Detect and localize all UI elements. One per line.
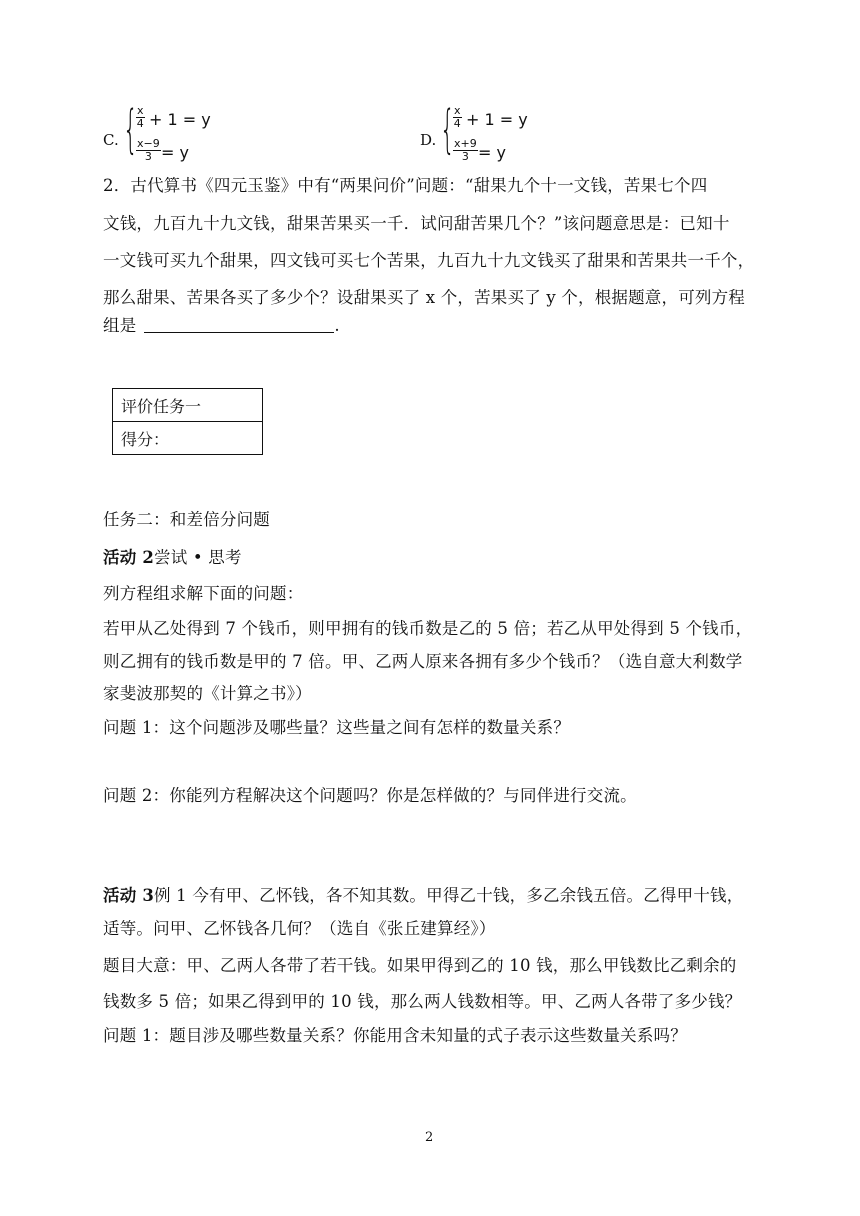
- activity-3-line-2: 适等。问甲、乙怀钱各几何？（选自《张丘建算经》）: [103, 919, 496, 938]
- question-2-line-5: [103, 316, 340, 336]
- option-c-eq1-tail: + 1 = y: [149, 110, 211, 129]
- option-d-eq2-fraction: $\frac{x+9}{3}$: [454, 137, 477, 163]
- activity-2-heading: [103, 548, 242, 568]
- activity-2-line-2: 若甲从乙处得到 7 个钱币，则甲拥有的钱币数是乙的 5 倍；若乙从甲处得到 5 个钱币，: [103, 619, 753, 638]
- table-row: [113, 389, 263, 422]
- question-2-prefix: 组是: [103, 316, 137, 335]
- evaluation-table: [112, 388, 263, 455]
- activity-2-question-2: 问题 2：你能列方程解决这个问题吗？你是怎样做的？与同伴进行交流。: [103, 786, 637, 805]
- option-c-label: C.: [103, 131, 119, 149]
- activity-3-line-4: 钱数多 5 倍；如果乙得到甲的 10 钱，那么两人钱数相等。甲、乙两人各带了多少钱？: [103, 992, 742, 1011]
- activity-3-heading: [103, 886, 743, 906]
- task-2-title: 任务二：和差倍分问题: [103, 510, 270, 529]
- table-row: [113, 422, 263, 455]
- page-number: 2: [425, 1130, 434, 1145]
- brace-icon: {: [440, 100, 455, 160]
- question-2-suffix: .: [334, 316, 340, 335]
- option-d-eq2-tail: = y: [478, 143, 506, 162]
- activity-3-line-3: 题目大意：甲、乙两人各带了若干钱。如果甲得到乙的 10 钱，那么甲钱数比乙剩余的: [103, 956, 737, 975]
- option-c-eq2-fraction: $\frac{x-9}{3}$: [137, 137, 160, 163]
- question-2-line-4: 那么甜果、苦果各买了多少个？设甜果买了 x 个，苦果买了 y 个，根据题意，可列方程: [103, 288, 746, 307]
- activity-2-line-3: 则乙拥有的钱币数是甲的 7 倍。甲、乙两人原来各拥有多少个钱币？（选自意大利数学: [103, 652, 743, 671]
- option-c-eq2-tail: = y: [161, 143, 189, 162]
- activity-2-line-4: 家斐波那契的《计算之书》）: [103, 684, 312, 703]
- brace-icon: {: [123, 100, 138, 160]
- activity-2-label: 活动 2: [103, 548, 155, 567]
- option-c-eq1-fraction: $\frac{x}{4}$: [136, 104, 144, 130]
- activity-3-line-1: 例 1 今有甲、乙怀钱，各不知其数。甲得乙十钱，多乙余钱五倍。乙得甲十钱，: [154, 886, 744, 905]
- activity-3-question-1: 问题 1：题目涉及哪些数量关系？你能用含未知量的式子表示这些数量关系吗？: [103, 1026, 687, 1045]
- option-d-eq1-fraction: $\frac{x}{4}$: [453, 104, 461, 130]
- activity-2-question-1: 问题 1：这个问题涉及哪些量？这些量之间有怎样的数量关系？: [103, 718, 571, 737]
- evaluation-task-cell: 评价任务一: [113, 389, 263, 422]
- activity-2-line-1: 列方程组求解下面的问题：: [103, 584, 304, 603]
- option-d-label: D.: [420, 131, 437, 149]
- question-2-line-3: 一文钱可买九个甜果，四文钱可买七个苦果，九百九十九文钱买了甜果和苦果共一千个，: [103, 251, 755, 270]
- option-d-eq1-tail: + 1 = y: [466, 110, 528, 129]
- answer-blank[interactable]: [144, 316, 334, 333]
- activity-2-subtitle: 尝试 • 思考: [154, 548, 242, 567]
- activity-3-label: 活动 3: [103, 886, 155, 905]
- question-2-line-2: 文钱，九百九十九文钱，甜果苦果买一千．试问甜苦果几个？”该问题意思是：已知十: [103, 214, 730, 233]
- score-cell[interactable]: 得分：: [113, 422, 263, 455]
- question-2-line-1: 2．古代算书《四元玉鉴》中有“两果问价”问题：“甜果九个十一文钱，苦果七个四: [103, 176, 708, 195]
